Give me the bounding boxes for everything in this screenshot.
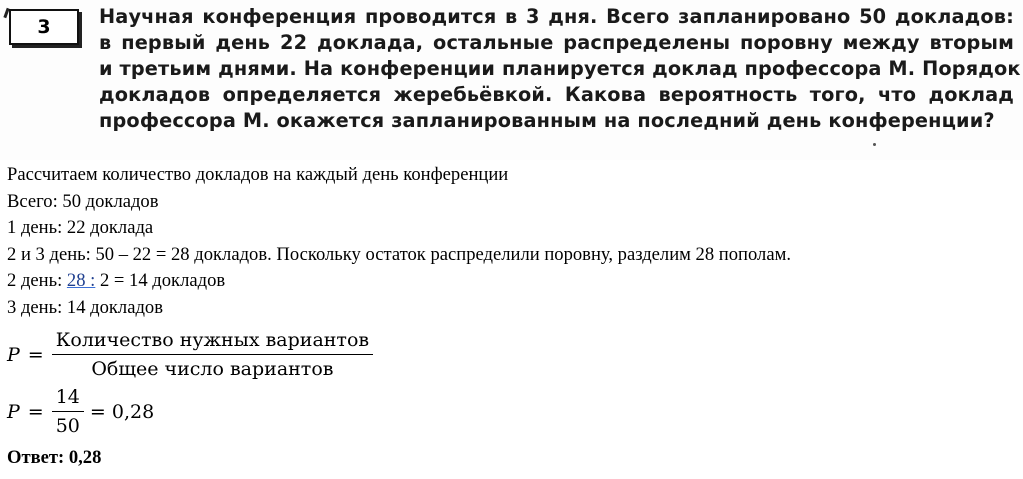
- solution-day1: 1 день: 22 доклада: [7, 217, 154, 239]
- solution-day2: [7, 268, 791, 295]
- solution-total: Всего: 50 докладов: [7, 190, 159, 212]
- fraction-numerator: 14: [52, 385, 84, 412]
- fraction-denominator: 50: [55, 415, 80, 437]
- problem-line: профессора М. окажется запланированным на последний день конференции?: [99, 109, 995, 132]
- problem-line: Научная конференция проводится в 3 дня. Всего запланировано 50 докладов:: [99, 5, 1014, 28]
- problem-statement: [99, 4, 1021, 134]
- scan-dot-mark: [873, 143, 876, 146]
- solution-day2-underlined: 28 :: [66, 270, 96, 292]
- solution-day23: 2 и 3 день: 50 – 22 = 28 докладов. Поскольку остаток распределили поровну, разделим 28 пополам.: [7, 243, 791, 265]
- problem-line: докладов определяется жеребьёвкой. Какова вероятность того, что доклад: [99, 83, 1014, 106]
- solution-day2-suffix: 2 = 14 докладов: [95, 270, 226, 292]
- solution-intro: Рассчитаем количество докладов на каждый день конференции: [7, 164, 509, 185]
- problem-number-box: [9, 9, 79, 45]
- solution-day3: 3 день: 14 докладов: [7, 296, 164, 318]
- fraction-numerator: Количество нужных вариантов: [52, 328, 373, 355]
- probability-calculation: [7, 385, 154, 438]
- formula-equals: =: [27, 343, 44, 366]
- formula-result: = 0,28: [89, 400, 155, 423]
- answer-line: Ответ: 0,28: [7, 447, 102, 468]
- solution-day2-prefix: 2 день:: [7, 270, 67, 292]
- problem-line: и третьим днями. На конференции планируется доклад профессора М. Порядок: [99, 57, 1021, 80]
- formula-variable: P: [7, 343, 20, 366]
- fraction-denominator: Общее число вариантов: [91, 358, 334, 380]
- formula-fraction: [52, 328, 373, 381]
- formula-equals: =: [27, 400, 44, 423]
- solution-block: [7, 162, 791, 322]
- formula-variable: P: [7, 400, 20, 423]
- probability-formula: [7, 328, 373, 381]
- problem-number: 3: [37, 16, 51, 38]
- formula-fraction: [52, 385, 84, 438]
- problem-line: в первый день 22 доклада, остальные распределены поровну между вторым: [99, 31, 1014, 54]
- problem-block: [0, 0, 1023, 160]
